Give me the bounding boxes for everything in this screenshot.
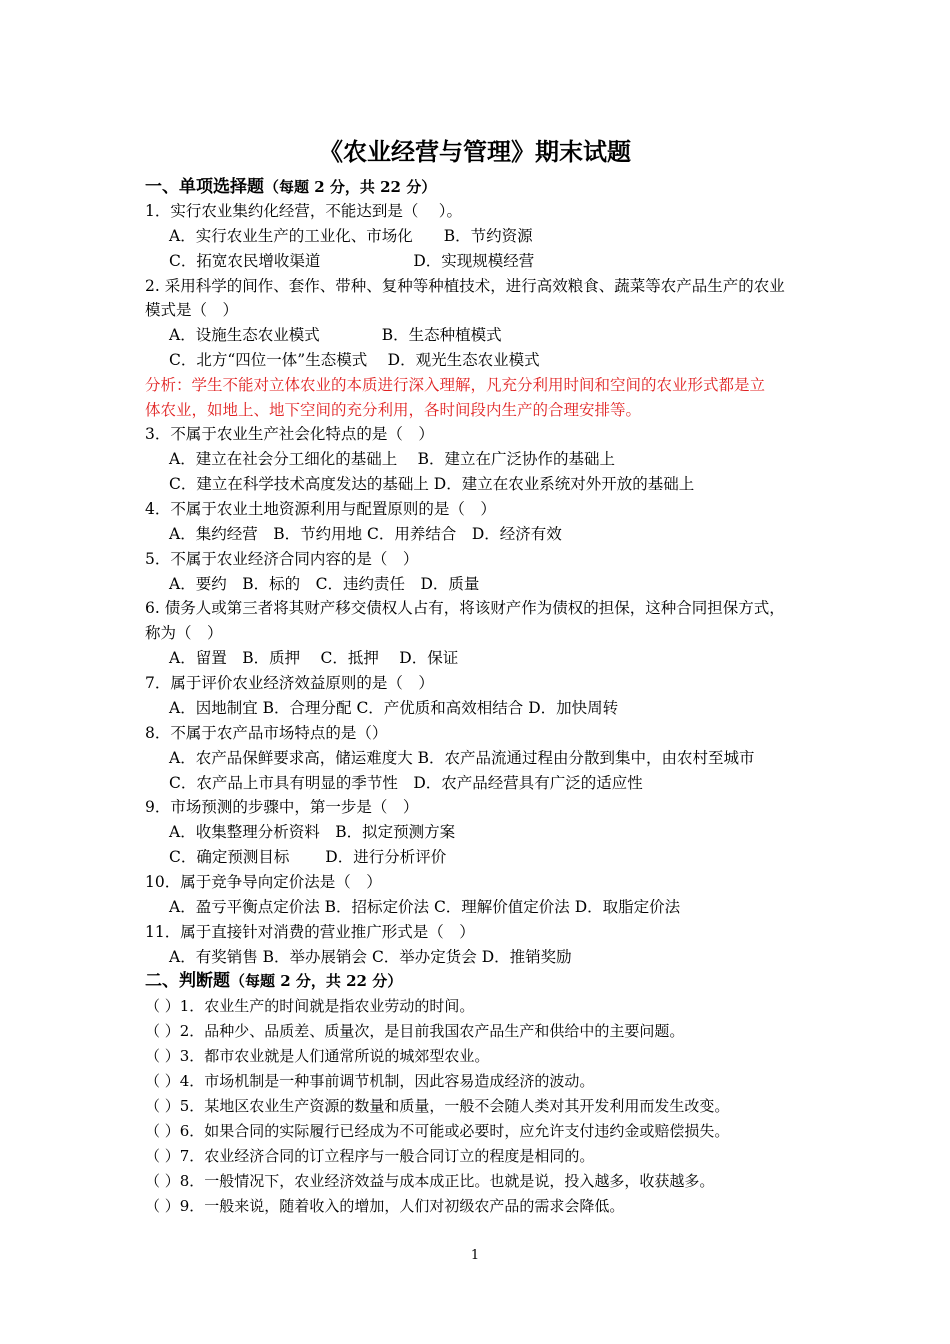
- question-10-stem: 10．属于竞争导向定价法是（ ）: [145, 873, 382, 891]
- question-9-stem: 9．市场预测的步骤中，第一步是（ ）: [145, 798, 419, 816]
- judge-item: （ ）8．一般情况下，农业经济效益与成本成正比。也就是说，投入越多，收获越多。: [145, 1172, 715, 1190]
- question-1-options-cd: C．拓宽农民增收渠道 D．实现规模经营: [169, 252, 535, 270]
- judge-item: （ ）1．农业生产的时间就是指农业劳动的时间。: [145, 997, 475, 1015]
- question-5-options: A．要约 B．标的 C．违约责任 D．质量: [169, 575, 480, 593]
- question-9-options-ab: A．收集整理分析资料 B．拟定预测方案: [169, 823, 456, 841]
- question-3-options-ab: A．建立在社会分工细化的基础上 B．建立在广泛协作的基础上: [169, 450, 616, 468]
- section-heading-true-false: [145, 971, 402, 991]
- judge-item: （ ）4．市场机制是一种事前调节机制，因此容易造成经济的波动。: [145, 1072, 595, 1090]
- question-3-stem: 3．不属于农业生产社会化特点的是（ ）: [145, 425, 434, 443]
- question-6-options: A．留置 B．质押 C．抵押 D．保证: [169, 649, 459, 667]
- judge-item: （ ）3．都市农业就是人们通常所说的城郊型农业。: [145, 1047, 490, 1065]
- analysis-line1: 分析：学生不能对立体农业的本质进行深入理解，凡充分利用时间和空间的农业形式都是立: [145, 376, 766, 394]
- question-6-stem-line2: 称为（ ）: [145, 624, 223, 642]
- question-6-stem-line1: 6. 债务人或第三者将其财产移交债权人占有，将该财产作为债权的担保，这种合同担保方式，: [145, 599, 785, 617]
- question-2-stem-line1: 2. 采用科学的间作、套作、带种、复种等种植技术，进行高效粮食、蔬菜等农产品生产的农业: [145, 277, 785, 295]
- section-note: （每题 2 分，共 22 分）: [230, 972, 403, 990]
- question-4-options: A．集约经营 B．节约用地 C．用养结合 D．经济有效: [169, 525, 562, 543]
- question-2-options-cd: C．北方“四位一体”生态模式 D．观光生态农业模式: [169, 351, 540, 369]
- question-8-stem: 8．不属于农产品市场特点的是（）: [145, 724, 388, 742]
- question-4-stem: 4．不属于农业土地资源利用与配置原则的是（ ）: [145, 500, 496, 518]
- section-note: （每题 2 分，共 22 分）: [264, 178, 437, 196]
- question-2-stem-line2: 模式是（ ）: [145, 301, 239, 319]
- question-10-options: A．盈亏平衡点定价法 B．招标定价法 C．理解价值定价法 D．取脂定价法: [169, 898, 681, 916]
- judge-item: （ ）5．某地区农业生产资源的数量和质量，一般不会随人类对其开发利用而发生改变。: [145, 1097, 730, 1115]
- judge-item: （ ）9．一般来说，随着收入的增加，人们对初级农产品的需求会降低。: [145, 1197, 625, 1215]
- page-title: 《农业经营与管理》期末试题: [319, 137, 631, 166]
- question-7-options: A．因地制宜 B．合理分配 C．产优质和高效相结合 D．加快周转: [169, 699, 619, 717]
- judge-item: （ ）6．如果合同的实际履行已经成为不可能或必要时，应允许支付违约金或赔偿损失。: [145, 1122, 730, 1140]
- question-1-options-ab: A．实行农业生产的工业化、市场化 B．节约资源: [169, 227, 533, 245]
- analysis-line2: 体农业，如地上、地下空间的充分利用，各时间段内生产的合理安排等。: [145, 401, 642, 419]
- question-5-stem: 5．不属于农业经济合同内容的是（ ）: [145, 550, 419, 568]
- judge-item: （ ）2．品种少、品质差、质量次，是目前我国农产品生产和供给中的主要问题。: [145, 1022, 685, 1040]
- section-heading-single-choice: [145, 177, 436, 197]
- question-11-options: A．有奖销售 B．举办展销会 C．举办定货会 D．推销奖励: [169, 948, 572, 966]
- question-3-options-cd: C．建立在科学技术高度发达的基础上 D．建立在农业系统对外开放的基础上: [169, 475, 695, 493]
- question-1-stem: 1．实行农业集约化经营，不能达到是（ ）。: [145, 202, 463, 220]
- page-number: 1: [470, 1248, 480, 1263]
- section-heading-text: 二、判断题: [145, 971, 230, 991]
- question-8-options-ab: A．农产品保鲜要求高，储运难度大 B．农产品流通过程由分散到集中，由农村至城市: [169, 749, 755, 767]
- question-9-options-cd: C．确定预测目标 D．进行分析评价: [169, 848, 447, 866]
- question-2-options-ab: A．设施生态农业模式 B．生态种植模式: [169, 326, 502, 344]
- question-11-stem: 11．属于直接针对消费的营业推广形式是（ ）: [145, 923, 475, 941]
- question-8-options-cd: C．农产品上市具有明显的季节性 D．农产品经营具有广泛的适应性: [169, 774, 643, 792]
- section-heading-text: 一、单项选择题: [145, 177, 264, 197]
- question-7-stem: 7．属于评价农业经济效益原则的是（ ）: [145, 674, 434, 692]
- judge-item: （ ）7．农业经济合同的订立程序与一般合同订立的程度是相同的。: [145, 1147, 595, 1165]
